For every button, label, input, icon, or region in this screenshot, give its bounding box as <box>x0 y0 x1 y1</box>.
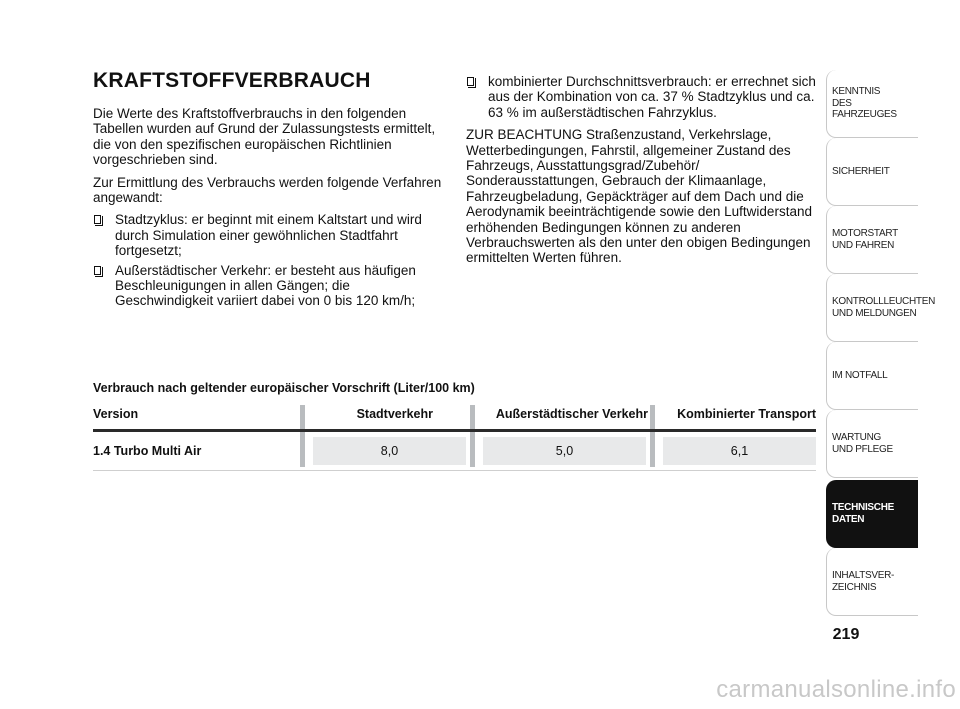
header-rule <box>93 429 816 432</box>
list-item: Außerstädtischer Verkehr: er besteht aus häufigen Beschleunigungen in allen Gängen; die Geschwindigkeit variiert dabei von 0 bis 120 km/h; <box>93 263 448 309</box>
cell-stadtverkehr: 8,0 <box>313 437 466 465</box>
consumption-table <box>93 405 816 472</box>
method-intro-paragraph: Zur Ermittlung des Verbrauchs werden folgende Verfahren angewandt: <box>93 174 442 206</box>
sidebar-tab-kontrollleuchten[interactable]: KONTROLLLEUCHTEN UND MELDUNGEN <box>826 274 918 342</box>
sidebar-tab-sicherheit[interactable]: SICHERHEIT <box>826 138 918 206</box>
row-version-label: 1.4 Turbo Multi Air <box>93 444 202 458</box>
sidebar-tab-kenntnis[interactable]: KENNTNIS DES FAHRZEUGES <box>826 70 918 138</box>
checkbox-bullet-icon <box>94 215 101 224</box>
table-caption: Verbrauch nach geltender europäischer Vorschrift (Liter/100 km) <box>93 381 475 395</box>
method-list-continued <box>466 74 816 120</box>
checkbox-bullet-icon <box>94 266 101 275</box>
sidebar-tab-technische-daten[interactable]: TECHNISCHE DATEN <box>826 480 918 548</box>
cell-kombiniert: 6,1 <box>663 437 816 465</box>
left-column <box>93 68 448 316</box>
list-item: kombinierter Durchschnittsverbrauch: er errechnet sich aus der Kombination von ca. 37 % Stadtzyklus und ca. 63 % im außerstädtischen Fahrzyklus. <box>466 74 816 120</box>
header-version: Version <box>93 407 139 421</box>
page-number: 219 <box>832 626 860 643</box>
section-title: KRAFTSTOFFVERBRAUCH <box>93 69 371 92</box>
sidebar-tab-inhaltsverzeichnis[interactable]: INHALTSVER- ZEICHNIS <box>826 548 918 616</box>
column-separator <box>300 405 305 467</box>
checkbox-bullet-icon <box>467 77 474 86</box>
header-ausserstaedtisch: Außerstädtischer Verkehr <box>495 407 648 421</box>
method-list <box>93 212 448 308</box>
list-item: Stadtzyklus: er beginnt mit einem Kaltstart und wird durch Simulation einer gewöhnlichen Stadtfahrt fortgesetzt; <box>93 212 448 258</box>
header-stadtverkehr: Stadtverkehr <box>356 407 433 421</box>
watermark: carmanualsonline.info <box>716 676 956 703</box>
column-separator <box>650 405 655 467</box>
sidebar-tab-wartung[interactable]: WARTUNG UND PFLEGE <box>826 410 918 478</box>
cell-ausserstaedtisch: 5,0 <box>483 437 646 465</box>
right-column <box>466 74 816 273</box>
row-rule <box>93 470 816 471</box>
sidebar-tab-im-notfall[interactable]: IM NOTFALL <box>826 342 918 410</box>
header-kombiniert: Kombinierter Transport <box>677 407 816 421</box>
column-separator <box>470 405 475 467</box>
note-paragraph: ZUR BEACHTUNG Straßenzustand, Verkehrslage, Wetterbedingungen, Fahrstil, allgemeiner Zustand des Fahrzeugs, Ausstattungsgrad/Zubehör/ Sonderausstattungen, Gebrauch der Klimaanlage, Fahrzeugbeladung, Gepäckträger auf dem Dach und die Aerodynamik beeinträchtigende sowie den Luftwiderstand erhöhenden Bedingungen können zu anderen Verbrauchswerten als den unter den obigen Bedingungen ermittelten Werten führen. <box>466 127 812 266</box>
intro-paragraph: Die Werte des Kraftstoffverbrauchs in den folgenden Tabellen wurden auf Grund der Zulassungstests ermittelt, die von den spezifischen europäischen Richtlinien vorgeschrieben sind. <box>93 106 436 168</box>
sidebar-tab-motorstart[interactable]: MOTORSTART UND FAHREN <box>826 206 918 274</box>
